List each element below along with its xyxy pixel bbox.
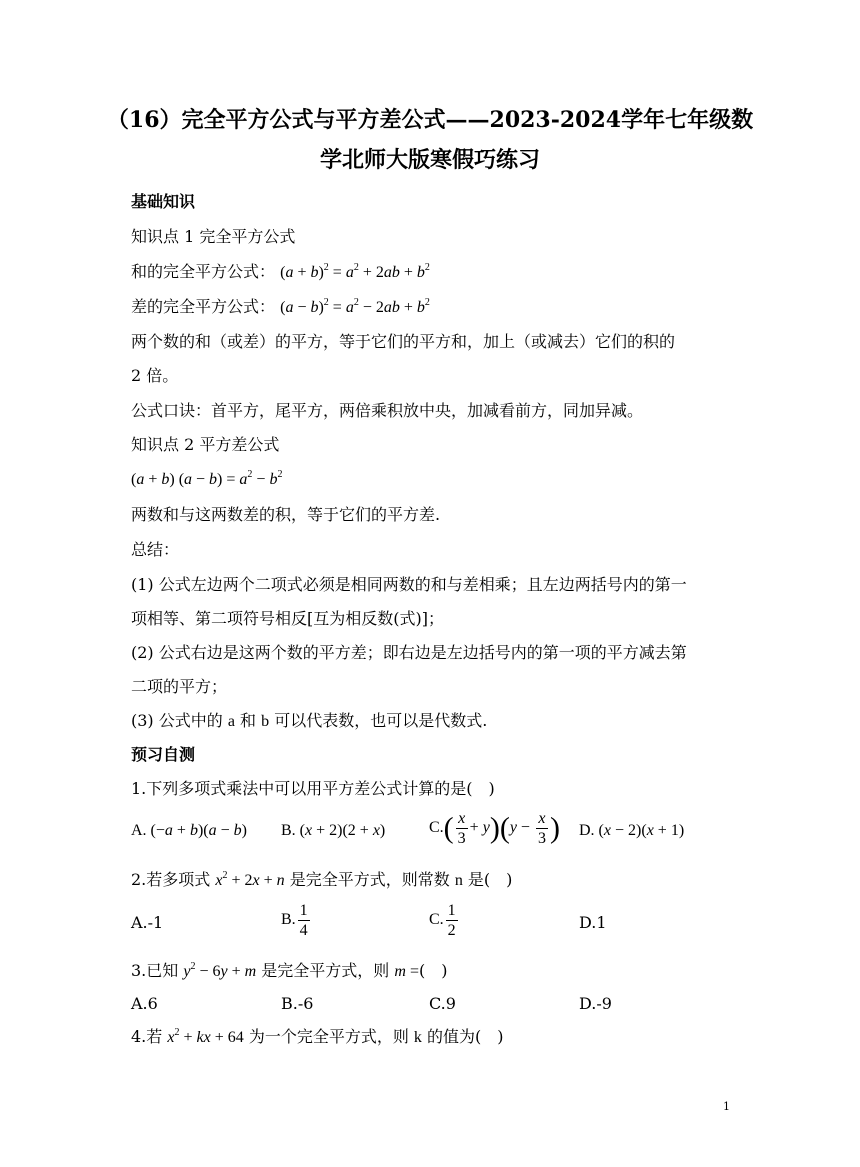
q3-option-b: B.-6 bbox=[281, 994, 314, 1013]
section-heading-preview: 预习自测 bbox=[131, 745, 196, 764]
q1-option-c: C.( $\frac{x}{3}$ + y)(y − $\frac{x}{3}$ ) bbox=[429, 810, 560, 847]
q2-option-c: C. $\frac{1}{2}$ bbox=[429, 902, 456, 939]
q2-text-c: 是( ) bbox=[462, 870, 513, 889]
q4-text-a: 4.若 bbox=[131, 1027, 168, 1046]
diff-square-expression: $(a - b)^2 = a^2 - 2ab + b^2$ bbox=[280, 297, 430, 316]
summary-item-2-line-1: (2) 公式右边是这两个数的平方差；即右边是左边括号内的第一项的平方减去第 bbox=[131, 643, 687, 662]
difference-of-squares-formula: (a + b) $(a - b) = a^2 - b^2$ bbox=[131, 469, 283, 488]
q1-option-b: B. (x + 2)(2 + x) bbox=[281, 822, 386, 839]
q1-option-d: D. (x − 2)(x + 1) bbox=[579, 822, 685, 839]
summary-item-3-text-c: 可以代表数，也可以是代数式. bbox=[269, 711, 488, 730]
q4-text-b: 为一个完全平方式，则 bbox=[243, 1027, 414, 1046]
q2-text-a: 2.若多项式 bbox=[131, 870, 216, 889]
summary-item-3: (3) 公式中的 a 和 b 可以代表数，也可以是代数式. bbox=[131, 711, 488, 730]
q3-option-a: A.6 bbox=[131, 994, 158, 1013]
q3-text-b: 是完全平方式，则 bbox=[256, 961, 395, 980]
sum-square-expression: $(a + b)^2 = a^2 + 2ab + b^2$ bbox=[280, 262, 430, 281]
summary-item-1-line-2: 项相等、第二项符号相反[互为相反数(式)]； bbox=[131, 609, 444, 628]
sum-square-formula bbox=[131, 262, 430, 283]
summary-item-3-text-b: 和 bbox=[234, 711, 262, 730]
description-line-1: 两个数的和（或差）的平方，等于它们的平方和，加上（或减去）它们的积的 bbox=[131, 332, 676, 351]
sum-square-label: 和的完全平方公式： bbox=[131, 262, 276, 281]
question-2: 2.若多项式 $x^2 + 2x + n$ 是完全平方式，则常数 n 是( ) bbox=[131, 870, 513, 889]
document-title-line-2: 学北师大版寒假巧练习 bbox=[319, 147, 540, 173]
q3-text-c: ( ) bbox=[418, 961, 448, 980]
question-4: 4.若 $x^2$ + kx + 64 为一个完全平方式，则 k 的值为( ) bbox=[131, 1027, 504, 1046]
question-3: 3.已知 $y^2 - 6y + m$ 是完全平方式，则 m =( ) bbox=[131, 961, 448, 980]
summary-label: 总结： bbox=[131, 540, 180, 559]
q2-option-a: A.-1 bbox=[131, 913, 164, 932]
q3-option-d: D.-9 bbox=[579, 994, 612, 1013]
summary-item-1-line-1: (1) 公式左边两个二项式必须是相同两数的和与差相乘；且左边两括号内的第一 bbox=[131, 575, 687, 594]
q2-option-b: B. $\frac{1}{4}$ bbox=[281, 902, 308, 939]
q1-option-a: A. (−a + b)(a − b) bbox=[131, 822, 247, 839]
q3-text-a: 3.已知 bbox=[131, 961, 184, 980]
summary-item-3-text-a: (3) 公式中的 bbox=[131, 711, 228, 730]
document-title-line-1: （16）完全平方公式与平方差公式——2023-2024学年七年级数 bbox=[106, 107, 754, 133]
page-number: 1 bbox=[723, 1100, 730, 1113]
question-1: 1.下列多项式乘法中可以用平方差公式计算的是( ) bbox=[131, 779, 495, 798]
mnemonic-text: 公式口诀：首平方，尾平方，两倍乘积放中央，加减看前方，同加异减。 bbox=[131, 401, 644, 420]
q3-option-c: C.9 bbox=[429, 994, 456, 1013]
knowledge-point-2: 知识点 2 平方差公式 bbox=[131, 435, 280, 454]
difference-description: 两数和与这两数差的积，等于它们的平方差. bbox=[131, 505, 441, 524]
knowledge-point-1: 知识点 1 完全平方公式 bbox=[131, 227, 296, 246]
section-heading-basic: 基础知识 bbox=[131, 192, 196, 211]
summary-item-2-line-2: 二项的平方； bbox=[131, 677, 228, 696]
description-line-2: 2 倍。 bbox=[131, 366, 179, 385]
q2-text-b: 是完全平方式，则常数 bbox=[284, 870, 455, 889]
diff-square-label: 差的完全平方公式： bbox=[131, 297, 276, 316]
q4-text-c: 的值为( ) bbox=[421, 1027, 504, 1046]
q2-option-d: D.1 bbox=[579, 913, 607, 932]
diff-square-formula bbox=[131, 297, 430, 318]
